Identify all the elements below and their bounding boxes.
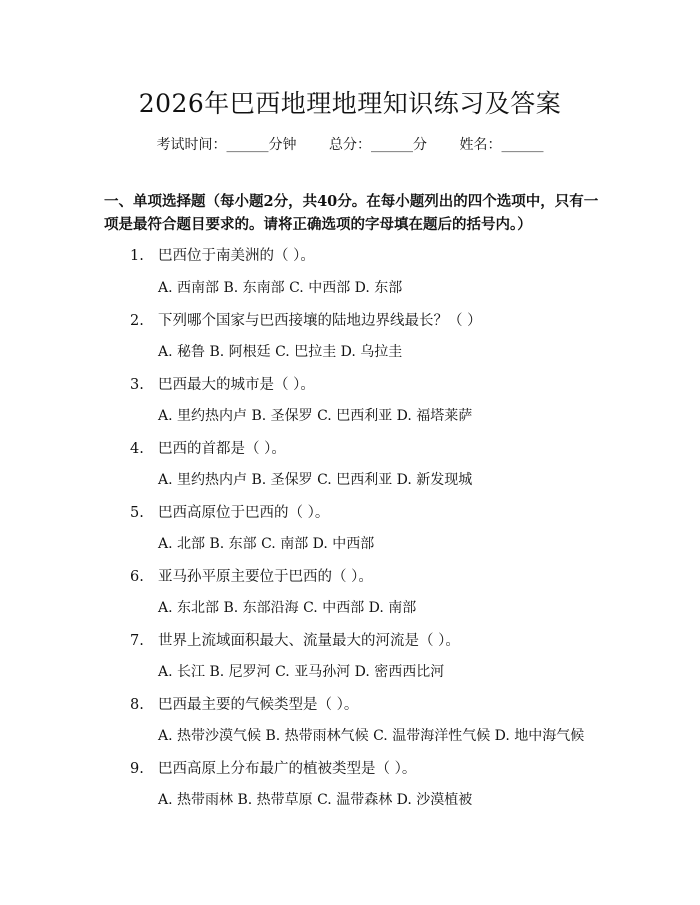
question-options: A. 里约热内卢 B. 圣保罗 C. 巴西利亚 D. 新发现城 xyxy=(158,472,473,488)
question-text: 巴西最大的城市是（ ）。 xyxy=(158,377,315,393)
time-field: 考试时间：______分钟 xyxy=(156,137,297,153)
exam-meta xyxy=(0,134,700,154)
question-options: A. 北部 B. 东部 C. 南部 D. 中西部 xyxy=(158,536,375,552)
question-text: 巴西高原上分布最广的植被类型是（ ）。 xyxy=(158,761,417,777)
question-options: A. 里约热内卢 B. 圣保罗 C. 巴西利亚 D. 福塔莱萨 xyxy=(158,408,473,424)
question xyxy=(130,501,329,522)
question-options: A. 热带雨林 B. 热带草原 C. 温带森林 D. 沙漠植被 xyxy=(158,792,473,808)
question-text: 下列哪个国家与巴西接壤的陆地边界线最长？（ ） xyxy=(158,313,482,329)
page-title: 2026年巴西地理地理知识练习及答案 xyxy=(138,89,562,118)
question xyxy=(130,373,315,394)
question xyxy=(130,437,286,458)
question xyxy=(130,757,416,778)
question-options: A. 东北部 B. 东部沿海 C. 中西部 D. 南部 xyxy=(158,600,417,616)
question-options: A. 秘鲁 B. 阿根廷 C. 巴拉圭 D. 乌拉圭 xyxy=(158,344,403,360)
question-text: 巴西位于南美洲的（ ）。 xyxy=(158,248,315,264)
question-number: 2. xyxy=(130,313,144,329)
question-number: 7. xyxy=(130,633,144,649)
question xyxy=(130,565,373,586)
question xyxy=(130,309,482,330)
question-text: 巴西最主要的气候类型是（ ）。 xyxy=(158,697,359,713)
question-number: 8. xyxy=(130,697,144,713)
question-number: 5. xyxy=(130,505,144,521)
question xyxy=(130,693,358,714)
score-field: 总分：______分 xyxy=(329,137,427,153)
question-text: 巴西的首都是（ ）。 xyxy=(158,441,286,457)
question-options: A. 热带沙漠气候 B. 热带雨林气候 C. 温带海洋性气候 D. 地中海气候 xyxy=(158,728,585,744)
question-text: 巴西高原位于巴西的（ ）。 xyxy=(158,505,330,521)
question-number: 6. xyxy=(130,569,144,585)
question xyxy=(130,629,460,650)
question-number: 4. xyxy=(130,441,144,457)
section-heading: 一、单项选择题（每小题2分，共40分。在每小题列出的四个选项中，只有一项是最符合题目要求的。请将正确选项的字母填在题后的括号内。） xyxy=(104,193,599,233)
question xyxy=(130,244,315,265)
question-number: 3. xyxy=(130,377,144,393)
question-number: 1. xyxy=(130,248,144,264)
question-text: 世界上流域面积最大、流量最大的河流是（ ）。 xyxy=(158,633,460,649)
question-text: 亚马孙平原主要位于巴西的（ ）。 xyxy=(158,569,373,585)
question-options: A. 长江 B. 尼罗河 C. 亚马孙河 D. 密西西比河 xyxy=(158,664,445,680)
question-options: A. 西南部 B. 东南部 C. 中西部 D. 东部 xyxy=(158,280,403,296)
name-field: 姓名：______ xyxy=(459,137,544,153)
question-number: 9. xyxy=(130,761,144,777)
